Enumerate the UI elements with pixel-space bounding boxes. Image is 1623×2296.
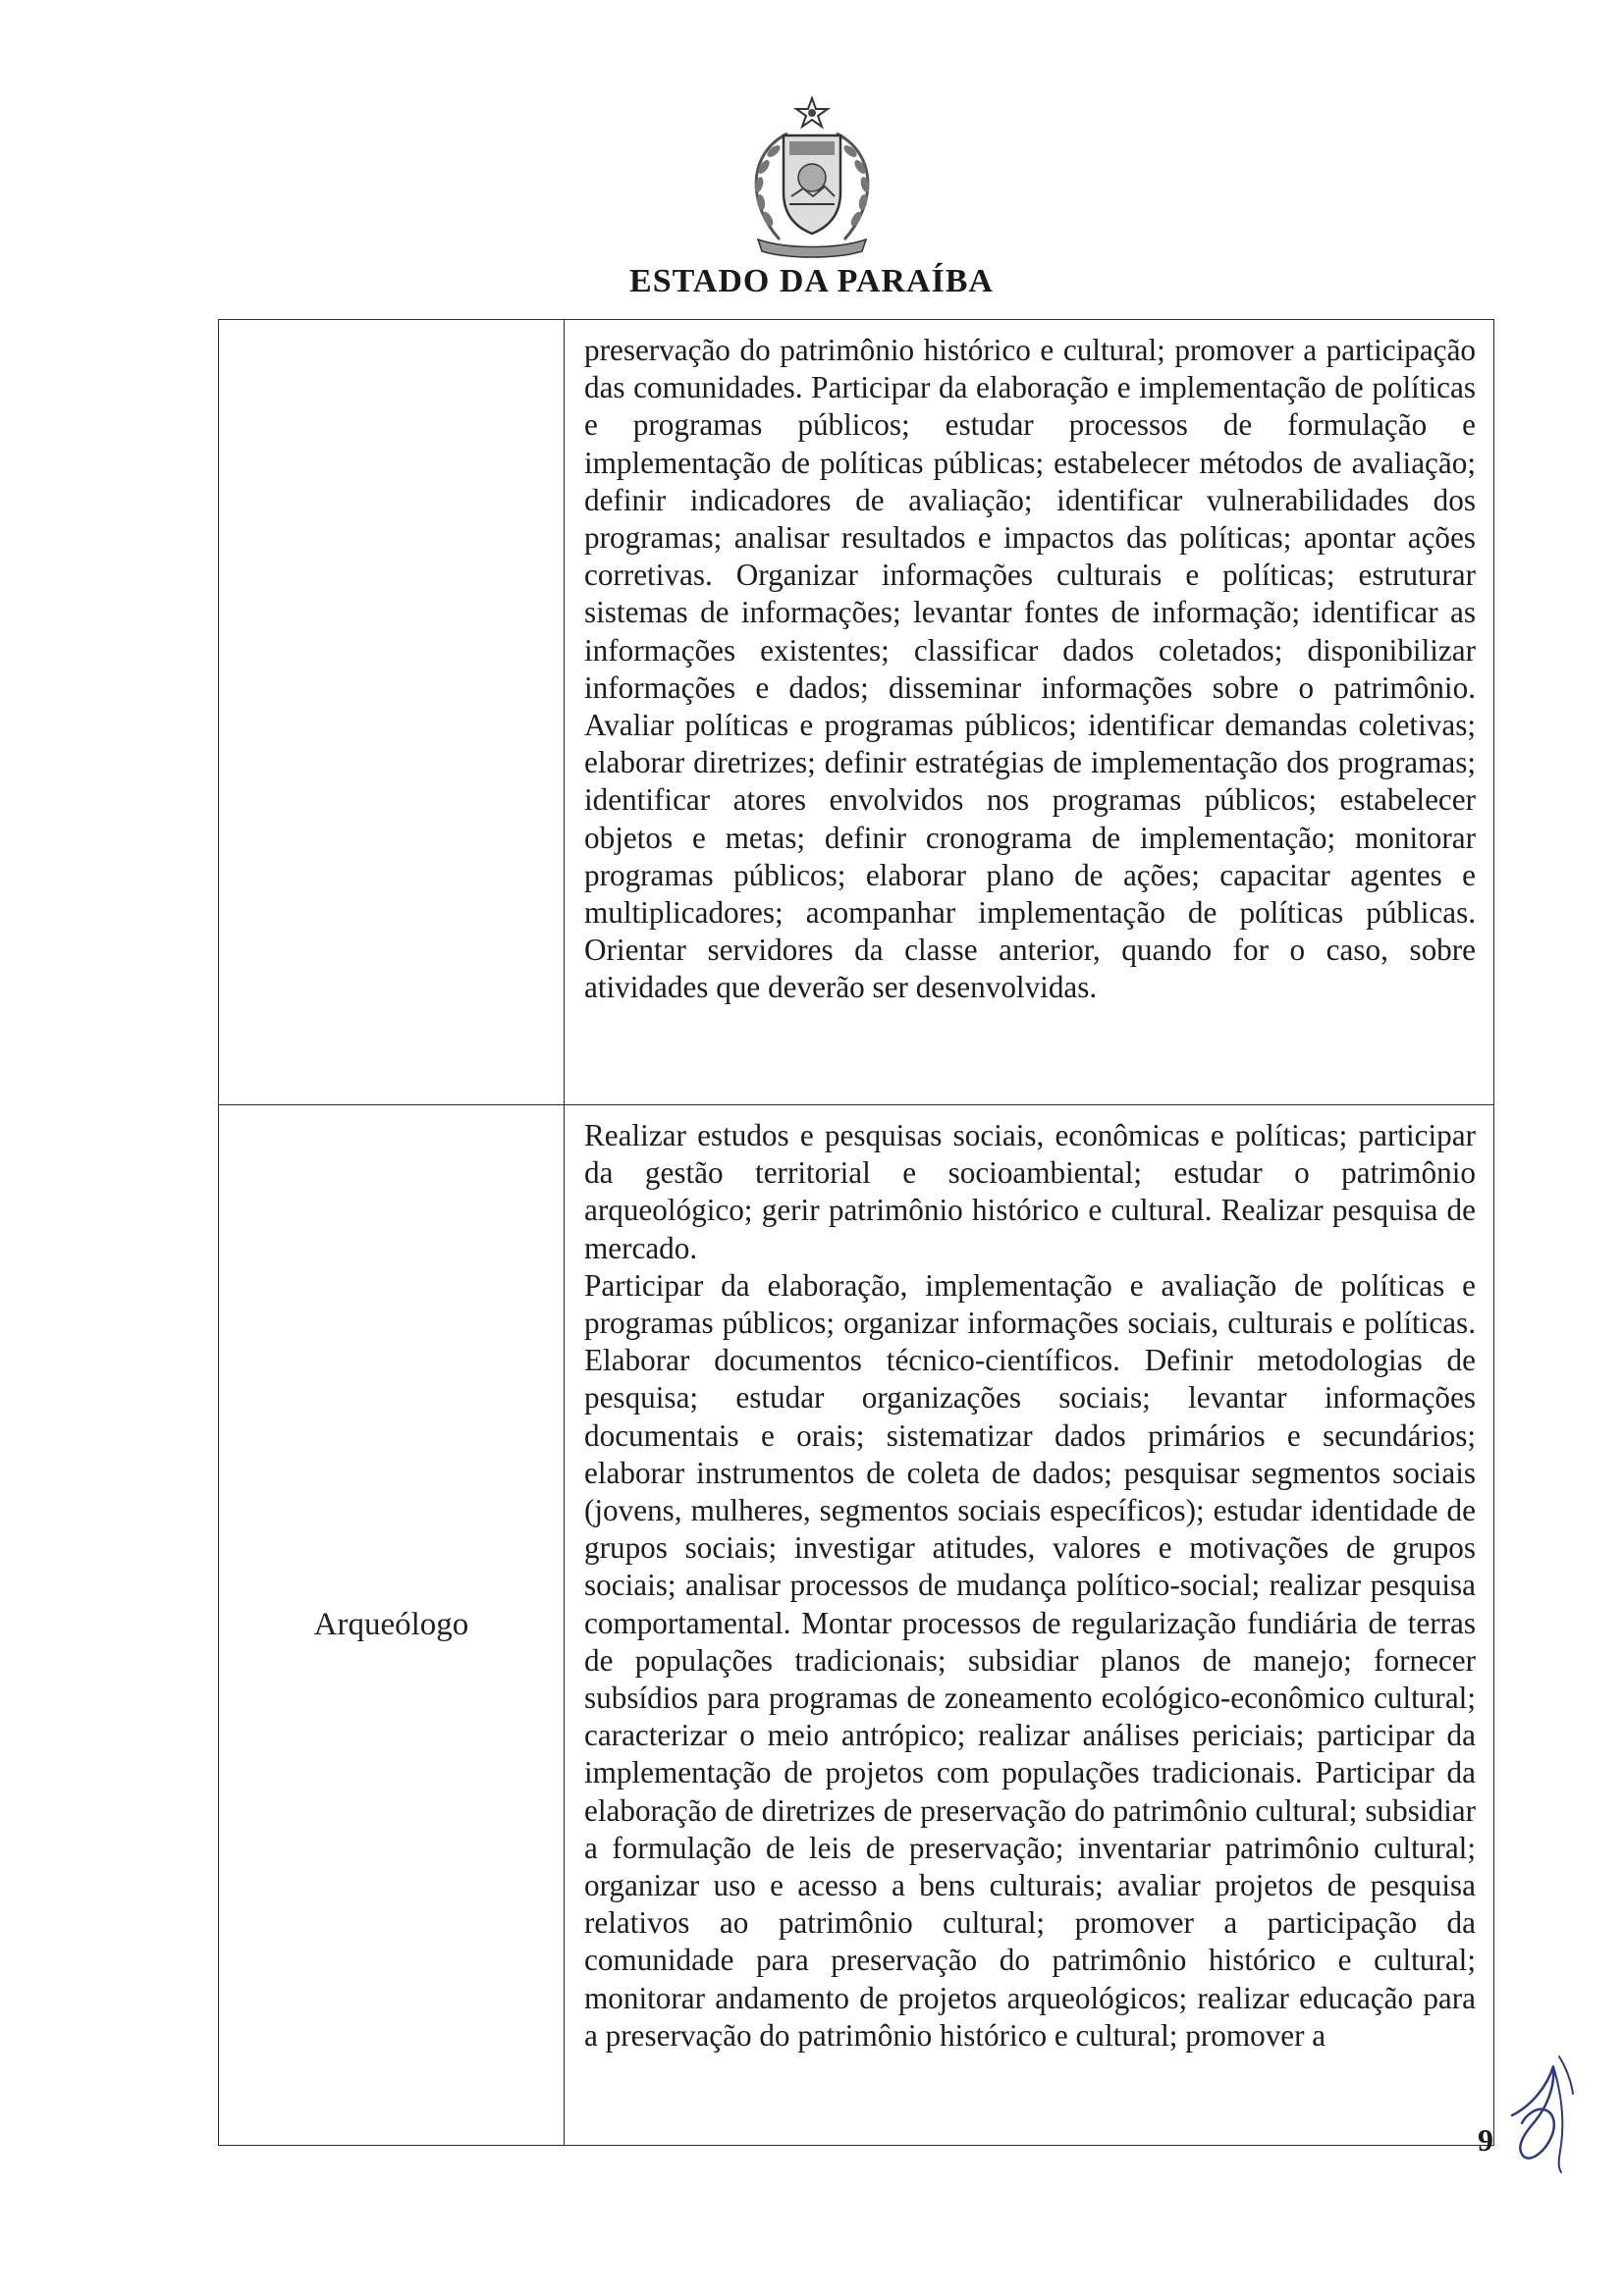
page-header	[0, 94, 1623, 300]
page-number: 9	[1478, 2122, 1493, 2158]
coat-of-arms-icon	[719, 94, 905, 261]
table-row	[219, 320, 1494, 1105]
description-cell	[565, 1105, 1494, 2146]
table-row	[219, 1105, 1494, 2146]
role-description-table	[218, 319, 1494, 2146]
role-cell	[219, 320, 565, 1105]
description-paragraph: preservação do patrimônio histórico e cultural; promover a participação das comunidades. Participar da elaboração e implementação de políticas e programas públicos; estudar processos de formulação e implementação de políticas públicas; estabelecer métodos de avaliação; definir indicadores de avaliação; identificar vulnerabilidades dos programas; analisar resultados e impactos das políticas; apontar ações corretivas. Organizar informações culturais e políticas; estruturar sistemas de informações; levantar fontes de informação; identificar as informações existentes; classificar dados coletados; disponibilizar informações e dados; disseminar informações sobre o patrimônio. Avaliar políticas e programas públicos; identificar demandas coletivas; elaborar diretrizes; definir estratégias de implementação dos programas; identificar atores envolvidos nos programas públicos; estabelecer objetos e metas; definir cronograma de implementação; monitorar programas públicos; elaborar plano de ações; capacitar agentes e multiplicadores; acompanhar implementação de políticas públicas. Orientar servidores da classe anterior, quando for o caso, sobre atividades que deverão ser desenvolvidas.	[584, 333, 1476, 1005]
description-paragraph: Realizar estudos e pesquisas sociais, econômicas e políticas; participar da gestão territorial e socioambiental; estudar o patrimônio arqueológico; gerir patrimônio histórico e cultural. Realizar pesquisa de mercado.	[584, 1118, 1476, 1265]
description-paragraph: Participar da elaboração, implementação e avaliação de políticas e programas públicos; organizar informações sociais, culturais e políticas. Elaborar documentos técnico-científicos. Definir metodologias de pesquisa; estudar organizações sociais; levantar informações documentais e orais; sistematizar dados primários e secundários; elaborar instrumentos de coleta de dados; pesquisar segmentos sociais (jovens, mulheres, segmentos sociais específicos); estudar identidade de grupos sociais; investigar atitudes, valores e motivações de grupos sociais; analisar processos de mudança político-social; realizar pesquisa comportamental. Montar processos de regularização fundiária de terras de populações tradicionais; subsidiar planos de manejo; fornecer subsídios para programas de zoneamento ecológico-econômico cultural; caracterizar o meio antrópico; realizar análises periciais; participar da implementação de projetos com populações tradicionais. Participar da elaboração de diretrizes de preservação do patrimônio cultural; subsidiar a formulação de leis de preservação; inventariar patrimônio cultural; organizar uso e acesso a bens culturais; avaliar projetos de pesquisa relativos ao patrimônio cultural; promover a participação da comunidade para preservação do patrimônio histórico e cultural; monitorar andamento de projetos arqueológicos; realizar educação para a preservação do patrimônio histórico e cultural; promover a	[584, 1267, 1476, 2053]
description-cell	[565, 320, 1494, 1105]
role-cell: Arqueólogo	[219, 1105, 565, 2146]
state-title: ESTADO DA PARAÍBA	[629, 263, 994, 299]
handwritten-signature-icon	[1502, 2047, 1581, 2174]
